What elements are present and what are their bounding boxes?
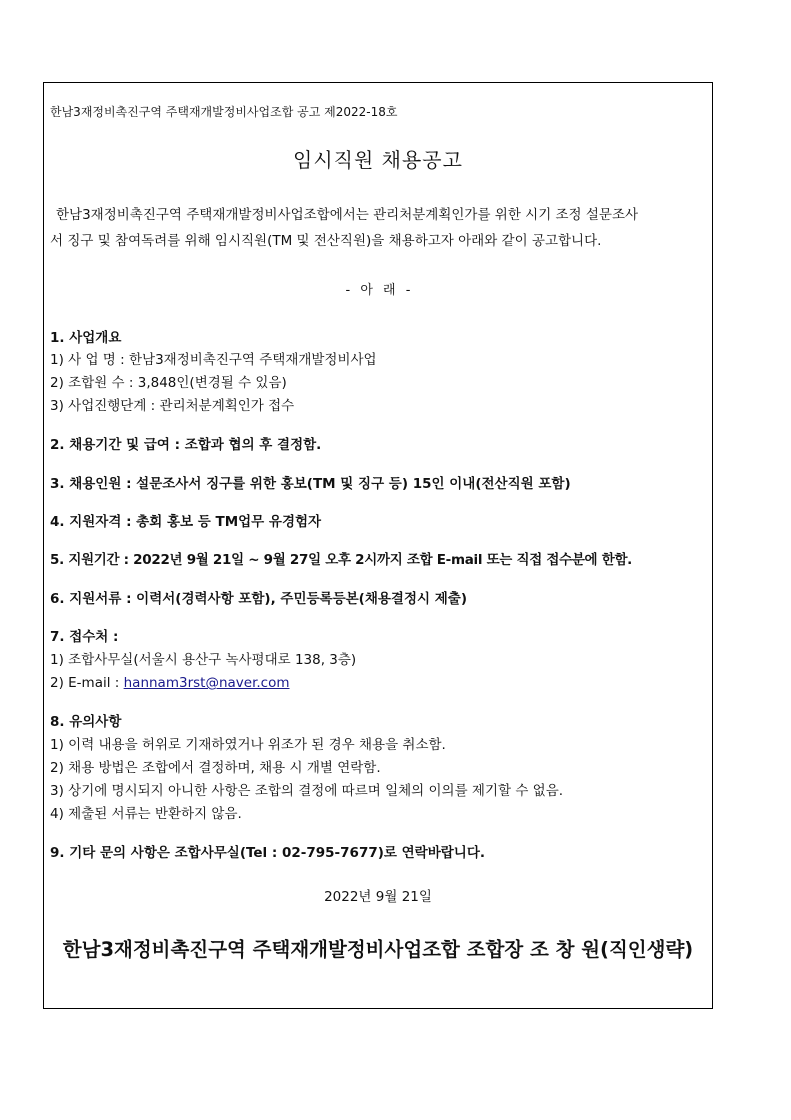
section-heading: 5. 지원기간 : 2022년 9월 21일 ~ 9월 27일 오후 2시까지 조합 E-mail 또는 직접 접수분에 한함. (50, 552, 633, 568)
section-heading: 4. 지원자격 : 총회 홍보 등 TM업무 유경험자 (50, 514, 322, 530)
section-heading: 9. 기타 문의 사항은 조합사무실(Tel : 02-795-7677)로 연락바랍니다. (50, 845, 486, 861)
notice-number: 한남3재정비촉진구역 주택재개발정비사업조합 공고 제2022-18호 (50, 105, 398, 119)
section-heading: 6. 지원서류 : 이력서(경력사항 포함), 주민등록등본(채용결정시 제출) (50, 591, 467, 607)
list-item: 3) 상기에 명시되지 아니한 사항은 조합의 결정에 따르며 일체의 이의를 제기할 수 없음. (50, 783, 564, 799)
intro-line: 서 징구 및 참여독려를 위해 임시직원(TM 및 전산직원)을 채용하고자 아래와 같이 공고합니다. (50, 233, 602, 249)
list-item: 1) 조합사무실(서울시 용산구 녹사평대로 138, 3층) (50, 652, 357, 668)
signature-line: 한남3재정비촉진구역 주택재개발정비사업조합 조합장 조 창 원(직인생략) (62, 938, 694, 961)
section-heading: 2. 채용기간 및 급여 : 조합과 협의 후 결정함. (50, 437, 322, 453)
section-heading: 1. 사업개요 (50, 330, 122, 346)
document-date: 2022년 9월 21일 (324, 889, 432, 905)
email-label: 2) E-mail : (50, 675, 124, 691)
list-item: 1) 이력 내용을 허위로 기재하였거나 위조가 된 경우 채용을 취소함. (50, 737, 446, 753)
list-item: 4) 제출된 서류는 반환하지 않음. (50, 806, 242, 822)
document-title: 임시직원 채용공고 (293, 148, 463, 172)
list-item: 3) 사업진행단계 : 관리처분계획인가 접수 (50, 398, 295, 414)
intro-line: 한남3재정비촉진구역 주택재개발정비사업조합에서는 관리처분계획인가를 위한 시기 조정 설문조사 (56, 207, 639, 223)
section-heading: 3. 채용인원 : 설문조사서 징구를 위한 홍보(TM 및 징구 등) 15인 이내(전산직원 포함) (50, 476, 571, 492)
section-heading: 7. 접수처 : (50, 629, 119, 645)
email-link[interactable]: hannam3rst@naver.com (123, 675, 290, 691)
list-item: 2) 채용 방법은 조합에서 결정하며, 채용 시 개별 연락함. (50, 760, 381, 776)
notice-document (43, 82, 713, 1009)
divider-text: - 아 래 - (345, 283, 411, 298)
list-item (50, 674, 290, 692)
list-item: 2) 조합원 수 : 3,848인(변경될 수 있음) (50, 375, 287, 391)
list-item: 1) 사 업 명 : 한남3재정비촉진구역 주택재개발정비사업 (50, 352, 377, 368)
section-heading: 8. 유의사항 (50, 714, 122, 730)
